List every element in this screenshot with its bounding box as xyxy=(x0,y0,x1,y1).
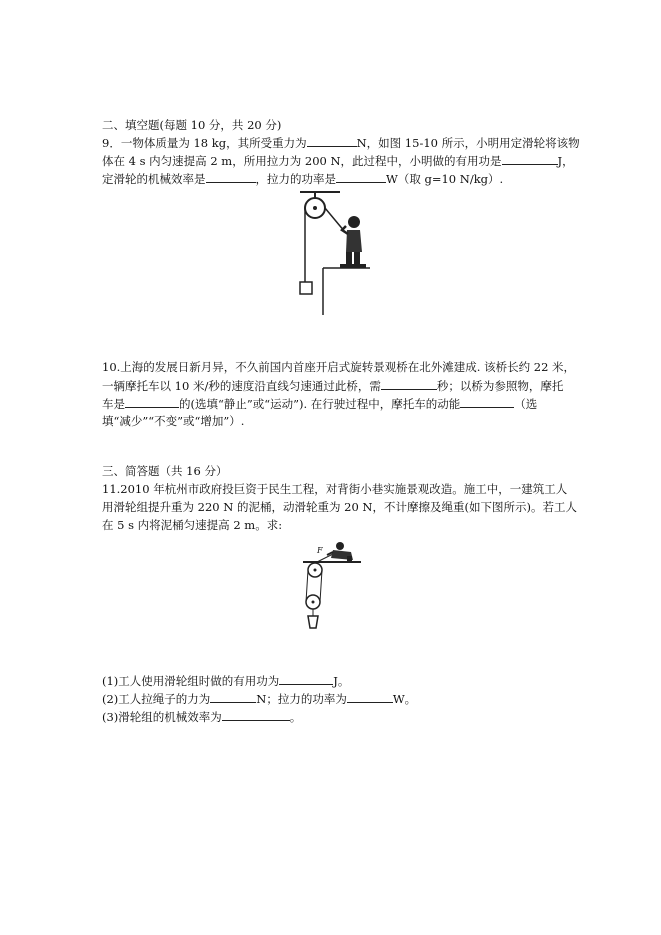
q9-line3 xyxy=(102,171,503,186)
worker-figure xyxy=(327,542,353,562)
sub3-text-b: 。 xyxy=(289,710,302,724)
q11-line1: 11.2010 年杭州市政府投巨资于民生工程，对背街小巷实施景观改造。施工中，一建筑工人 xyxy=(102,482,568,496)
q9-text-1b: N，如图 15-10 所示，小明用定滑轮将该物 xyxy=(356,136,580,150)
sub1-blank-useful-work[interactable] xyxy=(279,673,333,685)
q11-sub1 xyxy=(102,673,349,688)
q9-blank-useful-work[interactable] xyxy=(502,153,558,165)
weight-block xyxy=(300,282,312,294)
q9-blank-power[interactable] xyxy=(336,171,386,183)
section2-title: 二、填空题(每题 10 分，共 20 分) xyxy=(102,118,282,132)
force-label-f: F xyxy=(317,546,323,555)
q10-line1: 10.上海的发展日新月异，不久前国内首座开启式旋转景观桥在北外滩建成. 该桥长约 22 米， xyxy=(102,360,576,374)
mud-bucket xyxy=(308,616,318,628)
fixed-pulley-figure xyxy=(290,190,380,315)
q10-text-3a: 车是 xyxy=(102,397,125,411)
q9-line1 xyxy=(102,135,580,150)
q10-blank-seconds[interactable] xyxy=(381,378,437,390)
sub2-text-a: (2)工人拉绳子的力为 xyxy=(102,692,211,706)
sub1-text-b: J。 xyxy=(333,674,350,688)
sub2-blank-force[interactable] xyxy=(210,691,256,703)
q11-line2: 用滑轮组提升重为 220 N 的泥桶，动滑轮重为 20 N，不计摩擦及绳重(如下图所示)。若工人 xyxy=(102,500,577,514)
q9-text-1a: 9．一物体质量为 18 kg，其所受重力为 xyxy=(102,136,307,150)
sub1-text-a: (1)工人使用滑轮组时做的有用功为 xyxy=(102,674,280,688)
q10-blank-kinetic[interactable] xyxy=(460,396,514,408)
q9-line2 xyxy=(102,153,574,168)
q9-text-2a: 体在 4 s 内匀速提高 2 m，所用拉力为 200 N，此过程中，小明做的有用功是 xyxy=(102,154,502,168)
q10-text-3c: （选 xyxy=(514,397,538,411)
q9-text-3b: ，拉力的功率是 xyxy=(255,172,336,186)
sub2-blank-power[interactable] xyxy=(347,691,393,703)
sub2-text-b: N；拉力的功率为 xyxy=(256,692,347,706)
sub3-text-a: (3)滑轮组的机械效率为 xyxy=(102,710,222,724)
boy-figure xyxy=(340,216,366,268)
q11-sub2 xyxy=(102,691,416,706)
q9-text-3a: 定滑轮的机械效率是 xyxy=(102,172,206,186)
q9-blank-efficiency[interactable] xyxy=(206,171,256,183)
pulley-block-figure xyxy=(295,540,365,632)
q9-blank-gravity[interactable] xyxy=(307,135,357,147)
q10-line4: 填“减少”“不变”或“增加”）. xyxy=(102,414,245,428)
q10-text-2a: 一辆摩托车以 10 米/秒的速度沿直线匀速通过此桥，需 xyxy=(102,379,381,393)
q9-text-2b: J， xyxy=(557,154,574,168)
q10-line2 xyxy=(102,378,563,393)
q10-text-3b: 的(选填“静止”或“运动”). 在行驶过程中，摩托车的动能 xyxy=(179,397,461,411)
sub2-text-c: W。 xyxy=(392,692,417,706)
sub3-blank-efficiency[interactable] xyxy=(222,709,290,721)
q10-blank-state[interactable] xyxy=(125,396,179,408)
q10-line3 xyxy=(102,396,537,411)
section3-title: 三、简答题（共 16 分） xyxy=(102,464,228,478)
q11-line3: 在 5 s 内将泥桶匀速提高 2 m。求: xyxy=(102,518,283,532)
q11-sub3 xyxy=(102,709,301,724)
q10-text-2b: 秒；以桥为参照物，摩托 xyxy=(436,379,564,393)
q9-text-3c: W（取 g=10 N/kg）. xyxy=(386,172,504,186)
